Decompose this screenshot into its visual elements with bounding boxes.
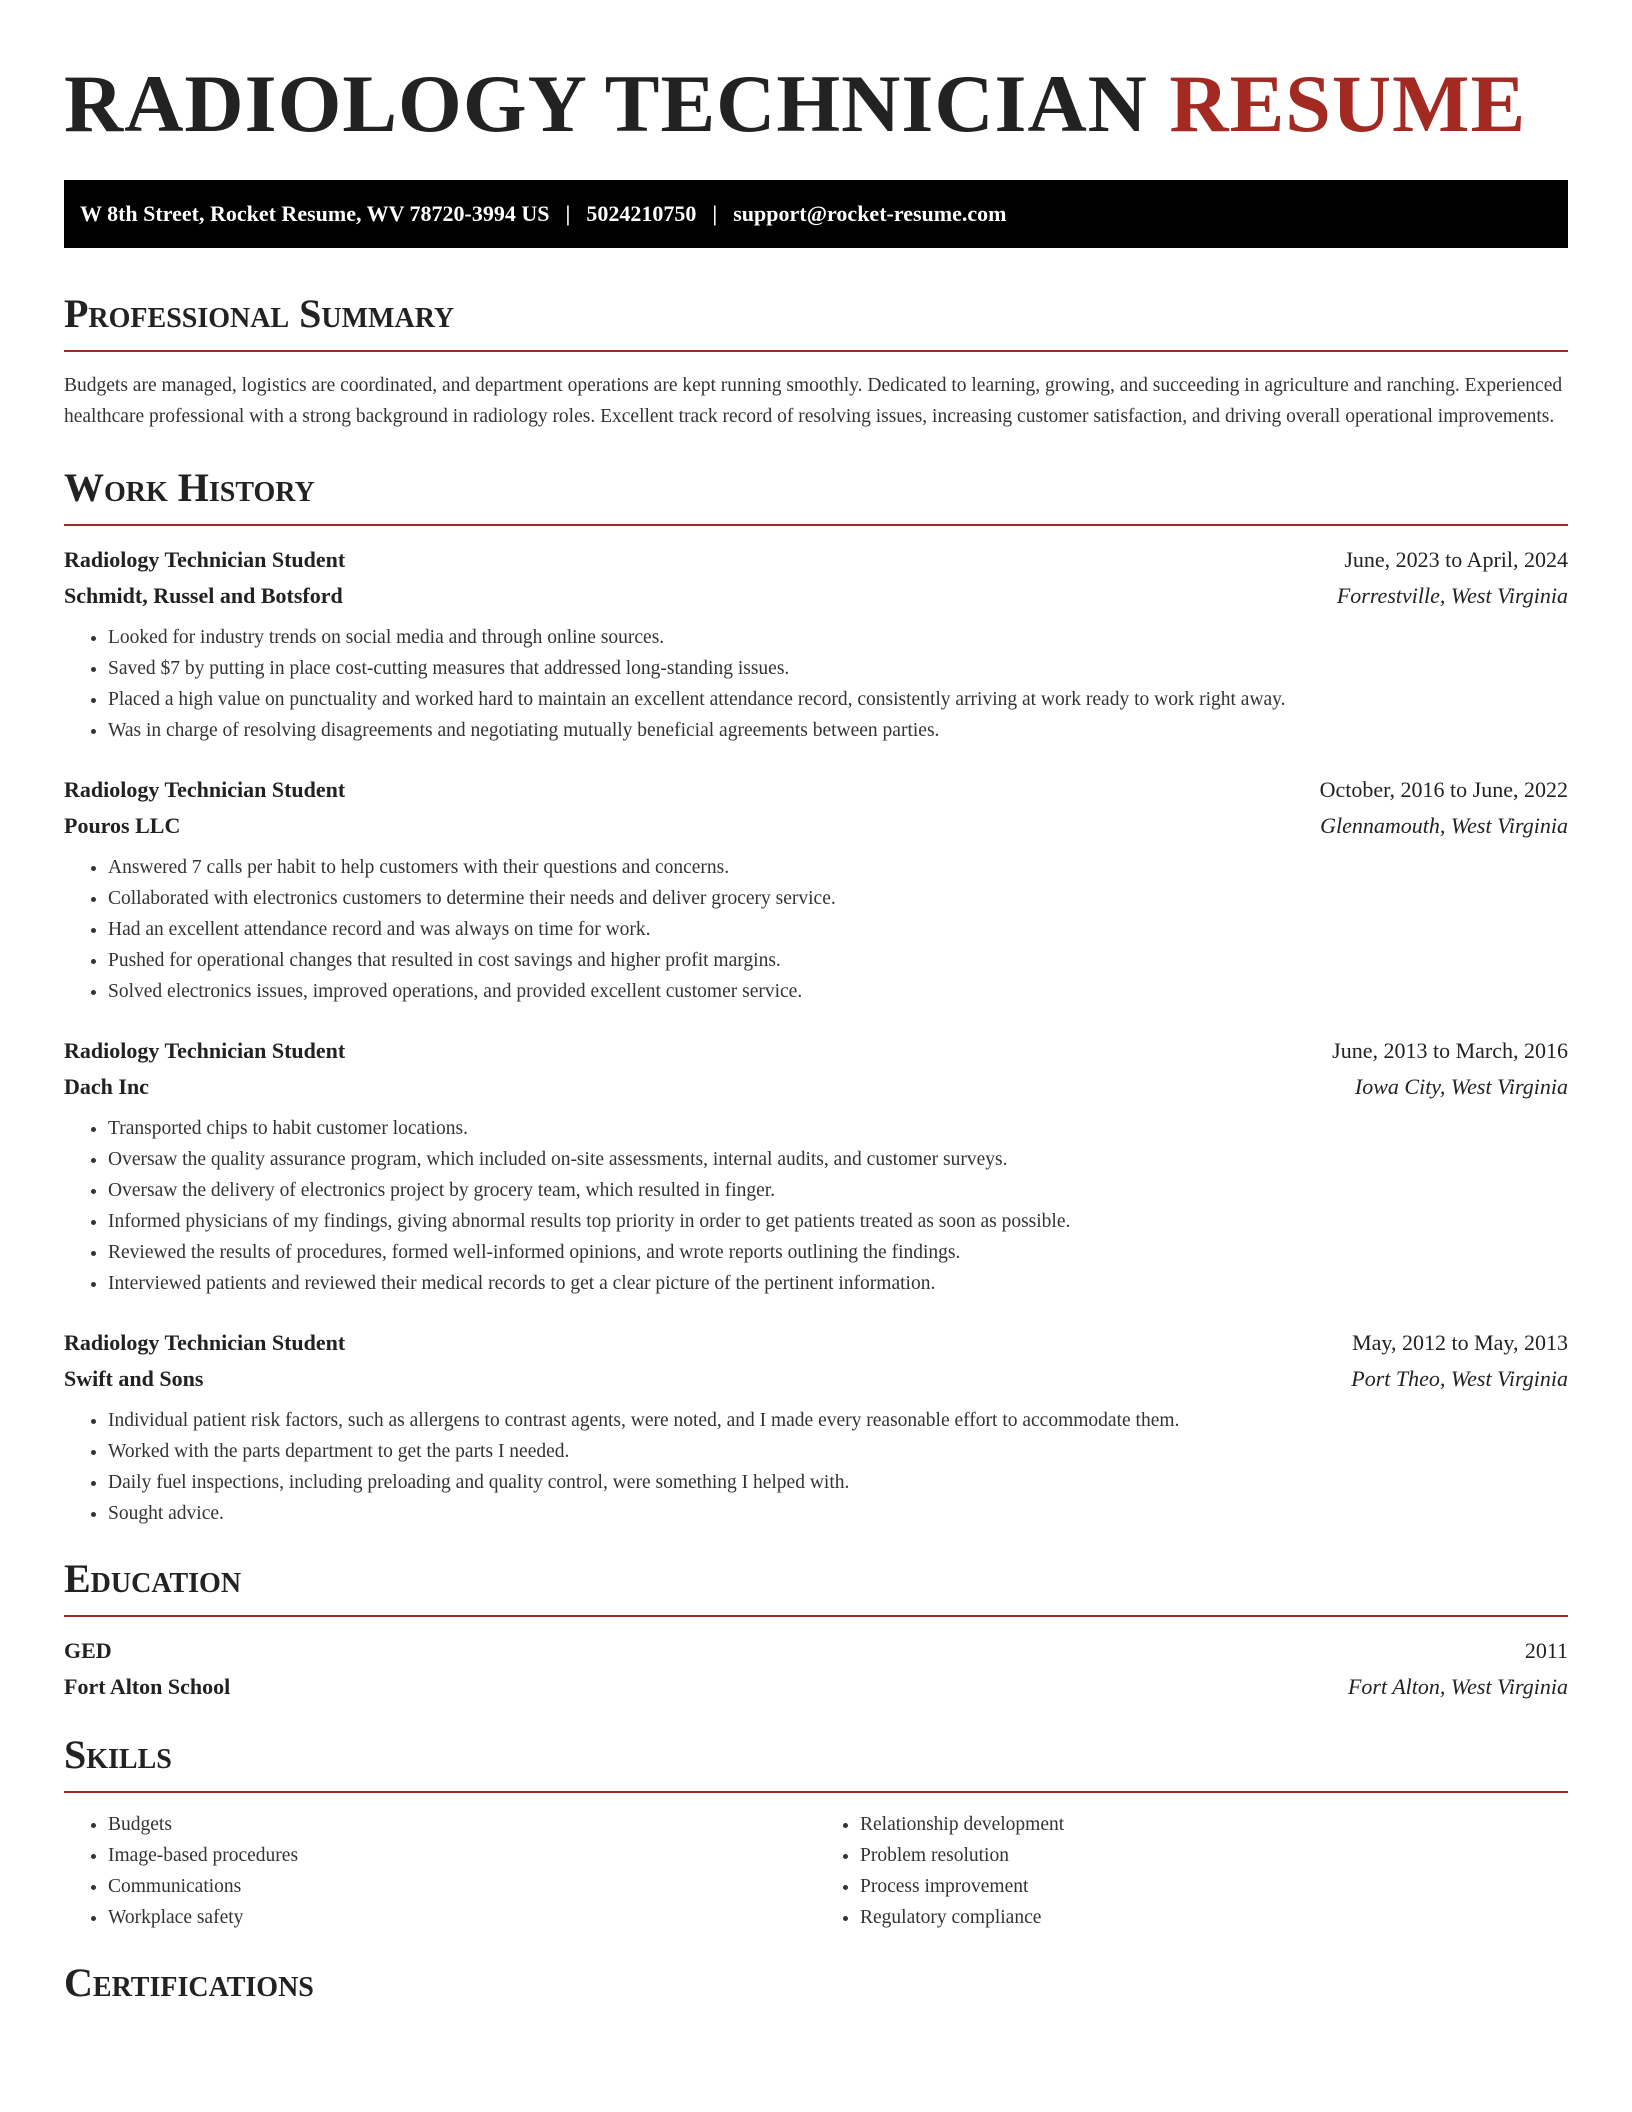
job-dates: May, 2012 to May, 2013 — [1352, 1330, 1568, 1355]
job-bullet: • Had an excellent attendance record and was always on time for work. — [108, 914, 1568, 945]
skills-section — [64, 1731, 1568, 1933]
job-bullet: • Reviewed the results of procedures, formed well-informed opinions, and wrote reports outlining the findings. — [108, 1237, 1568, 1268]
job-entry — [64, 772, 1568, 1007]
job-bullet: • Looked for industry trends on social media and through online sources. — [108, 622, 1568, 653]
section-heading: Work History — [64, 465, 315, 510]
job-bullet: • Interviewed patients and reviewed their medical records to get a clear picture of the pertinent information. — [108, 1268, 1568, 1299]
job-bullet: • Saved $7 by putting in place cost-cutting measures that addressed long-standing issues. — [108, 653, 1568, 684]
work-history-section — [64, 464, 1568, 1529]
skill-item: • Communications — [108, 1871, 816, 1902]
job-bullet: • Daily fuel inspections, including preloading and quality control, were something I helped with. — [108, 1467, 1568, 1498]
contact-email: support@rocket-resume.com — [733, 201, 1007, 226]
skill-item: • Process improvement — [860, 1871, 1568, 1902]
education-year: 2011 — [1524, 1638, 1568, 1663]
job-company: Swift and Sons — [64, 1366, 204, 1391]
education-degree: GED — [64, 1638, 112, 1663]
section-divider — [64, 350, 1568, 352]
contact-bar — [64, 180, 1568, 248]
job-company: Schmidt, Russel and Botsford — [64, 583, 343, 608]
job-bullet: • Answered 7 calls per habit to help customers with their questions and concerns. — [108, 852, 1568, 883]
resume-title-main: RADIOLOGY TECHNICIAN — [64, 58, 1148, 149]
job-bullets — [64, 852, 1568, 1007]
skill-item: • Budgets — [108, 1809, 816, 1840]
certifications-section — [64, 1959, 1568, 2007]
job-location: Port Theo, West Virginia — [1351, 1366, 1568, 1391]
job-bullet: • Worked with the parts department to get the parts I needed. — [108, 1436, 1568, 1467]
skills-grid — [64, 1809, 1568, 1933]
education-section — [64, 1555, 1568, 1705]
education-school: Fort Alton School — [64, 1674, 231, 1699]
job-entry — [64, 1033, 1568, 1299]
job-company: Dach Inc — [64, 1074, 149, 1099]
job-title: Radiology Technician Student — [64, 547, 346, 572]
section-divider — [64, 1791, 1568, 1793]
job-bullet: • Solved electronics issues, improved operations, and provided excellent customer service. — [108, 976, 1568, 1007]
contact-separator: | — [565, 201, 571, 226]
job-bullets — [64, 1405, 1568, 1529]
job-title: Radiology Technician Student — [64, 777, 346, 802]
section-heading: Skills — [64, 1732, 172, 1777]
skill-item: • Problem resolution — [860, 1840, 1568, 1871]
job-dates: June, 2013 to March, 2016 — [1332, 1038, 1568, 1063]
section-divider — [64, 1615, 1568, 1617]
contact-phone: 5024210750 — [586, 201, 697, 226]
section-divider — [64, 524, 1568, 526]
job-entry — [64, 542, 1568, 746]
skill-item: • Regulatory compliance — [860, 1902, 1568, 1933]
contact-separator: | — [712, 201, 718, 226]
job-dates: June, 2023 to April, 2024 — [1344, 547, 1568, 572]
summary-text: Budgets are managed, logistics are coordinated, and department operations are kept running smoothly. Dedicated to learning, growing, and succeeding in agriculture and ranching. Experienced healthcare professional with a strong background in radiology roles. Excellent track record of resolving issues, increasing customer satisfaction, and driving overall operational improvements. — [64, 375, 1563, 427]
job-bullet: • Was in charge of resolving disagreements and negotiating mutually beneficial agreements between parties. — [108, 715, 1568, 746]
section-heading: Certifications — [64, 1960, 314, 2005]
job-location: Glennamouth, West Virginia — [1320, 813, 1568, 838]
job-bullet: • Oversaw the delivery of electronics project by grocery team, which resulted in finger. — [108, 1175, 1568, 1206]
job-bullet: • Oversaw the quality assurance program, which included on-site assessments, internal audits, and customer surveys. — [108, 1144, 1568, 1175]
resume-title — [64, 58, 1568, 150]
section-heading: Professional Summary — [64, 291, 455, 336]
skill-item: • Workplace safety — [108, 1902, 816, 1933]
section-heading: Education — [64, 1556, 242, 1601]
resume-title-accent: RESUME — [1169, 58, 1527, 149]
job-bullet: • Transported chips to habit customer locations. — [108, 1113, 1568, 1144]
job-bullet: • Sought advice. — [108, 1498, 1568, 1529]
job-bullet: • Informed physicians of my findings, giving abnormal results top priority in order to get patients treated as soon as possible. — [108, 1206, 1568, 1237]
job-bullet: • Individual patient risk factors, such as allergens to contrast agents, were noted, and I made every reasonable effort to accommodate them. — [108, 1405, 1568, 1436]
job-company: Pouros LLC — [64, 813, 181, 838]
contact-address: W 8th Street, Rocket Resume, WV 78720-3994 US — [80, 201, 550, 226]
professional-summary-section — [64, 290, 1568, 432]
job-location: Forrestville, West Virginia — [1336, 583, 1568, 608]
job-bullets — [64, 1113, 1568, 1299]
job-bullet: • Placed a high value on punctuality and worked hard to maintain an excellent attendance record, consistently arriving at work ready to work right away. — [108, 684, 1568, 715]
job-dates: October, 2016 to June, 2022 — [1319, 777, 1568, 802]
job-location: Iowa City, West Virginia — [1354, 1074, 1568, 1099]
skill-item: • Relationship development — [860, 1809, 1568, 1840]
education-entry — [64, 1633, 1568, 1705]
skill-item: • Image-based procedures — [108, 1840, 816, 1871]
job-title: Radiology Technician Student — [64, 1038, 346, 1063]
job-title: Radiology Technician Student — [64, 1330, 346, 1355]
skills-column-left — [64, 1809, 816, 1933]
job-bullet: • Pushed for operational changes that resulted in cost savings and higher profit margins. — [108, 945, 1568, 976]
education-location: Fort Alton, West Virginia — [1347, 1674, 1568, 1699]
job-bullets — [64, 622, 1568, 746]
job-entry — [64, 1325, 1568, 1529]
skills-column-right — [816, 1809, 1568, 1933]
job-bullet: • Collaborated with electronics customers to determine their needs and deliver grocery service. — [108, 883, 1568, 914]
